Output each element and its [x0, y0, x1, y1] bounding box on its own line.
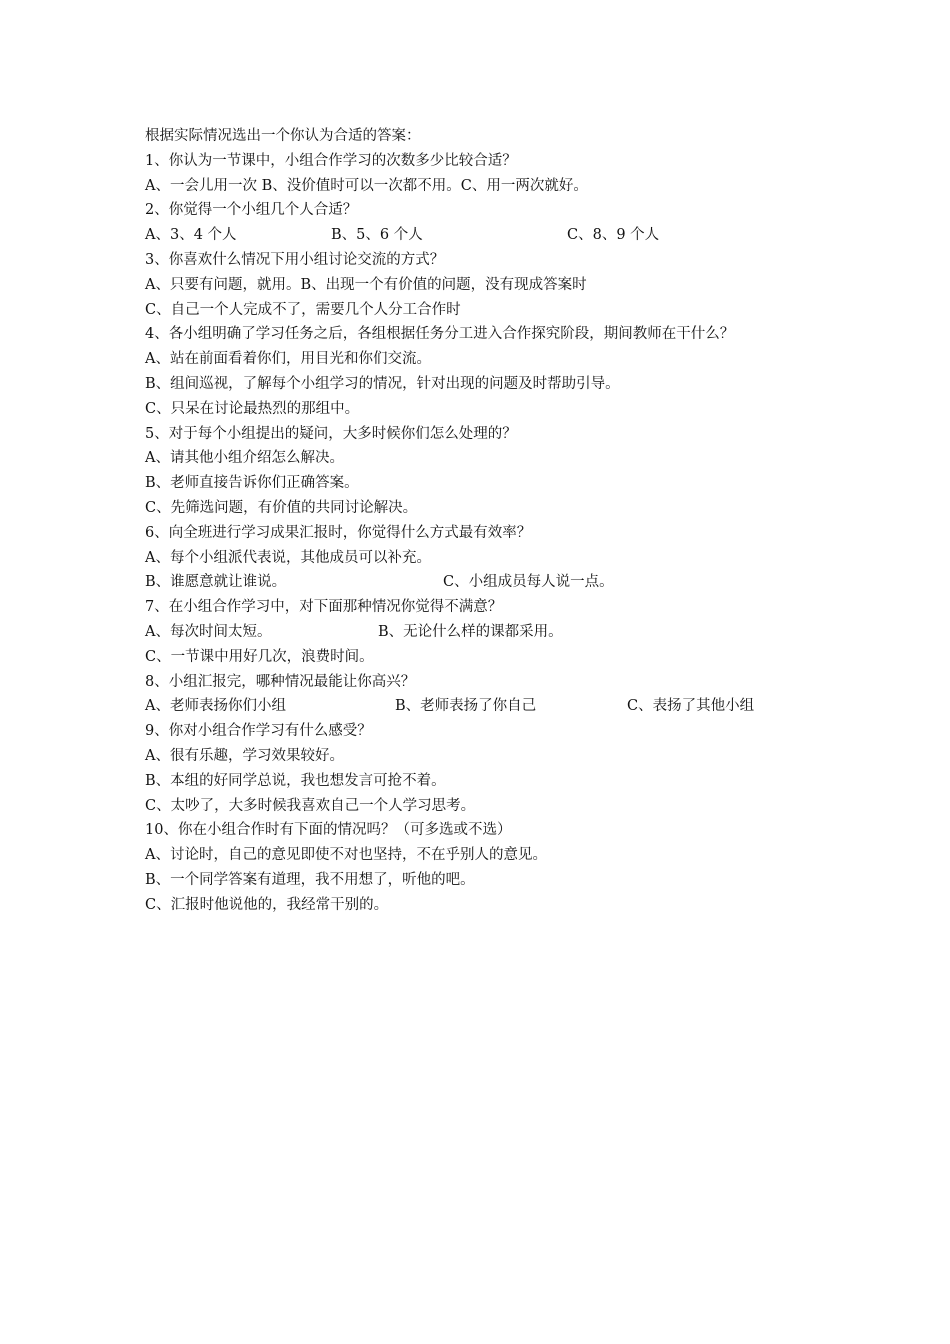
question-5-option-a: A、请其他小组介绍怎么解决。 — [145, 450, 344, 467]
question-10-option-b: B、一个同学答案有道理，我不用想了，听他的吧。 — [145, 871, 475, 888]
option-c: C、表扬了其他小组 — [627, 698, 755, 715]
question-5: 5、对于每个小组提出的疑问，大多时候你们怎么处理的？ — [145, 425, 517, 442]
question-8-options — [145, 694, 825, 719]
question-9-option-a: A、很有乐趣，学习效果较好。 — [145, 747, 344, 764]
question-6-options-bc — [145, 570, 825, 595]
question-9-option-c: C、太吵了，大多时候我喜欢自己一个人学习思考。 — [145, 797, 476, 814]
question-3-options-ab: A、只要有问题，就用。B、出现一个有价值的问题，没有现成答案时 — [145, 276, 587, 293]
question-5-option-b: B、老师直接告诉你们正确答案。 — [145, 475, 359, 492]
question-7-options-ab — [145, 620, 825, 645]
option-a: A、老师表扬你们小组 — [145, 698, 286, 715]
question-10: 10、你在小组合作时有下面的情况吗？（可多选或不选） — [145, 822, 512, 839]
document-body — [145, 124, 825, 918]
question-3: 3、你喜欢什么情况下用小组讨论交流的方式？ — [145, 251, 445, 268]
question-4-option-a: A、站在前面看着你们，用目光和你们交流。 — [145, 351, 431, 368]
intro-text: 根据实际情况选出一个你认为合适的答案： — [145, 128, 421, 144]
question-2: 2、你觉得一个小组几个人合适？ — [145, 202, 358, 219]
question-8: 8、小组汇报完，哪种情况最能让你高兴？ — [145, 673, 416, 690]
option-a: A、3、4 个人 — [145, 227, 237, 244]
question-5-option-c: C、先筛选问题，有价值的共同讨论解决。 — [145, 499, 418, 516]
question-7: 7、在小组合作学习中，对下面那种情况你觉得不满意？ — [145, 599, 503, 616]
option-b: B、无论什么样的课都采用。 — [378, 623, 563, 640]
question-10-option-a: A、讨论时，自己的意见即使不对也坚持，不在乎别人的意见。 — [145, 847, 547, 864]
option-b: B、老师表扬了你自己 — [395, 698, 537, 715]
option-c: C、小组成员每人说一点。 — [443, 574, 614, 591]
question-6: 6、向全班进行学习成果汇报时，你觉得什么方式最有效率？ — [145, 524, 532, 541]
option-a: A、每次时间太短。 — [145, 623, 272, 640]
question-1-options: A、一会儿用一次 B、没价值时可以一次都不用。C、用一两次就好。 — [145, 177, 588, 194]
question-9: 9、你对小组合作学习有什么感受？ — [145, 723, 372, 740]
question-4: 4、各小组明确了学习任务之后，各组根据任务分工进入合作探究阶段，期间教师在干什么？ — [145, 326, 735, 343]
question-4-option-b: B、组间巡视，了解每个小组学习的情况，针对出现的问题及时帮助引导。 — [145, 375, 620, 392]
option-b: B、5、6 个人 — [331, 227, 423, 244]
question-6-option-a: A、每个小组派代表说，其他成员可以补充。 — [145, 549, 431, 566]
question-1: 1、你认为一节课中，小组合作学习的次数多少比较合适？ — [145, 152, 517, 169]
question-7-option-c: C、一节课中用好几次，浪费时间。 — [145, 648, 374, 665]
question-10-option-c: C、汇报时他说他的，我经常干别的。 — [145, 896, 389, 913]
question-9-option-b: B、本组的好同学总说，我也想发言可抢不着。 — [145, 772, 446, 789]
question-4-option-c: C、只呆在讨论最热烈的那组中。 — [145, 400, 360, 417]
option-c: C、8、9 个人 — [567, 227, 660, 244]
question-2-options — [145, 223, 825, 248]
question-3-option-c: C、自己一个人完成不了，需要几个人分工合作时 — [145, 301, 461, 318]
option-b: B、谁愿意就让谁说。 — [145, 574, 287, 591]
